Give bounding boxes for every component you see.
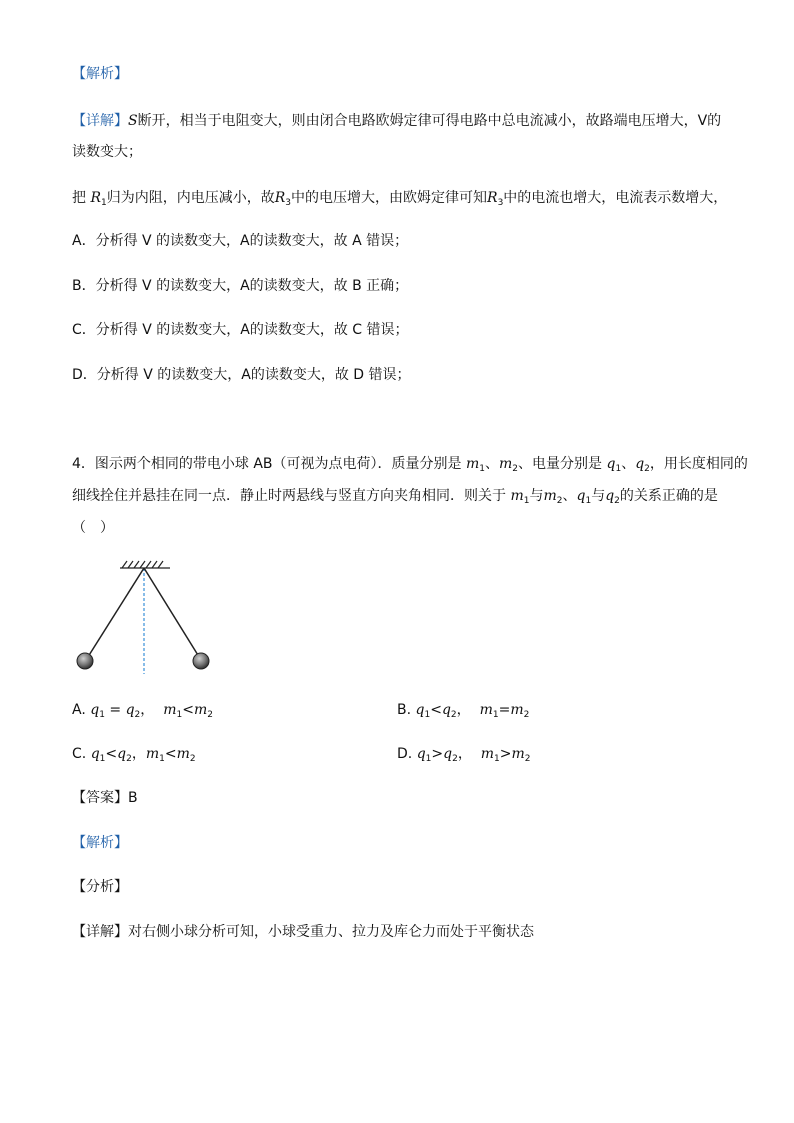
mass-symbol: m bbox=[511, 746, 525, 762]
question-4-blank: （ ） bbox=[72, 520, 114, 536]
text-segment: ，用长度相同的 bbox=[649, 456, 748, 472]
mass-symbol: m bbox=[176, 746, 190, 762]
mass-symbol: m bbox=[480, 746, 495, 762]
charge-symbol: q bbox=[606, 456, 616, 472]
option-b bbox=[397, 700, 529, 720]
option-label: B. bbox=[397, 702, 416, 718]
subscript: 2 bbox=[644, 464, 650, 474]
text-segment: 细线拴住并悬挂在同一点．静止时两悬线与竖直方向夹角相同．则关于 bbox=[72, 488, 511, 504]
relation: < bbox=[430, 702, 442, 718]
subscript: 2 bbox=[189, 754, 196, 764]
option-a bbox=[72, 700, 213, 720]
ceiling-hatch bbox=[120, 561, 170, 568]
detail-paragraph-2 bbox=[72, 922, 534, 942]
relation: = bbox=[498, 702, 511, 718]
mass-symbol: m bbox=[510, 702, 524, 718]
analysis-heading: 【解析】 bbox=[72, 66, 128, 82]
mass-symbol: m bbox=[543, 488, 557, 504]
subscript: 1 bbox=[615, 464, 622, 474]
subscript: 2 bbox=[452, 754, 458, 764]
relation: < bbox=[105, 746, 118, 762]
subscript: 1 bbox=[494, 754, 500, 764]
analysis-option-d: D．分析得 V 的读数变大，A的读数变大，故 D 错误； bbox=[72, 367, 411, 383]
analysis-option-b: B．分析得 V 的读数变大，A的读数变大，故 B 正确； bbox=[72, 278, 409, 294]
option-label: D. bbox=[397, 746, 417, 762]
text-segment: 中的电流也增大，电流表示数增大， bbox=[503, 190, 728, 206]
text-segment: 、 bbox=[621, 456, 636, 472]
separator: ， bbox=[456, 702, 471, 718]
mass-symbol: m bbox=[510, 488, 524, 504]
mass-symbol: m bbox=[163, 702, 177, 718]
mass-symbol: m bbox=[193, 702, 208, 718]
subscript: 1 bbox=[585, 496, 592, 506]
mass-symbol: m bbox=[145, 746, 160, 762]
subscript: 1 bbox=[492, 710, 499, 720]
detail-heading: 【详解】 bbox=[72, 113, 128, 129]
subscript: 2 bbox=[134, 710, 141, 720]
detail-text: 断开，相当于电阻变大，则由闭合电路欧姆定律可得电路中总电流减小，故路端电压增大，V的 bbox=[137, 113, 722, 129]
left-string bbox=[86, 568, 144, 660]
text-segment: 归为内阻，内电压减小，故 bbox=[106, 190, 275, 206]
fenxi-heading: 【分析】 bbox=[72, 879, 128, 895]
subscript: 1 bbox=[425, 754, 432, 764]
subscript: 2 bbox=[450, 710, 457, 720]
analysis-option-a: A．分析得 V 的读数变大，A的读数变大，故 A 错误； bbox=[72, 233, 409, 249]
resistor-symbol: R bbox=[487, 190, 498, 206]
text-segment: 、 bbox=[562, 488, 577, 504]
resistor-paragraph bbox=[72, 188, 727, 208]
detail-paragraph-line1 bbox=[72, 111, 721, 131]
subscript: 1 bbox=[424, 710, 431, 720]
ball-a bbox=[77, 653, 93, 669]
mass-symbol: m bbox=[499, 456, 513, 472]
relation: < bbox=[164, 746, 177, 762]
subscript: 2 bbox=[126, 754, 132, 764]
option-c bbox=[72, 744, 196, 764]
text-segment: 中的电压增大，由欧姆定律可知 bbox=[291, 190, 488, 206]
subscript: 3 bbox=[285, 198, 292, 208]
subscript: 2 bbox=[614, 496, 620, 506]
charge-symbol: q bbox=[90, 746, 100, 762]
option-d bbox=[397, 744, 531, 764]
detail-paragraph-line2: 读数变大； bbox=[72, 144, 142, 160]
text-segment: 的关系正确的是 bbox=[619, 488, 718, 504]
subscript: 2 bbox=[524, 754, 531, 764]
subscript: 2 bbox=[556, 496, 563, 506]
charge-symbol: q bbox=[125, 702, 135, 718]
charge-symbol: q bbox=[415, 702, 425, 718]
relation: = bbox=[104, 702, 126, 718]
relation: < bbox=[182, 702, 194, 718]
charge-symbol: q bbox=[441, 702, 451, 718]
question-4-line2 bbox=[72, 486, 718, 506]
charge-symbol: q bbox=[90, 702, 100, 718]
right-string bbox=[144, 568, 201, 660]
subscript: 1 bbox=[523, 496, 530, 506]
text-segment: 与 bbox=[529, 488, 544, 504]
answer-line: 【答案】B bbox=[72, 790, 138, 806]
analysis-option-c: C．分析得 V 的读数变大，A的读数变大，故 C 错误； bbox=[72, 322, 409, 338]
resistor-symbol: R bbox=[90, 190, 101, 206]
pendulum-diagram bbox=[70, 558, 230, 678]
subscript: 2 bbox=[207, 710, 213, 720]
separator: ， bbox=[140, 702, 155, 718]
resistor-symbol: R bbox=[274, 190, 286, 206]
question-4-line1 bbox=[72, 454, 748, 474]
text-segment: 与 bbox=[591, 488, 606, 504]
charge-symbol: q bbox=[416, 746, 426, 762]
subscript: 1 bbox=[101, 198, 107, 208]
mass-symbol: m bbox=[466, 456, 480, 472]
text-segment: 、 bbox=[485, 456, 500, 472]
option-label: A. bbox=[72, 702, 91, 718]
analysis-heading-2: 【解析】 bbox=[72, 835, 128, 851]
text-segment: 把 bbox=[72, 190, 91, 206]
charge-symbol: q bbox=[117, 746, 127, 762]
subscript: 1 bbox=[159, 754, 165, 764]
ball-b bbox=[193, 653, 209, 669]
subscript: 3 bbox=[497, 198, 504, 208]
charge-symbol: q bbox=[635, 456, 645, 472]
separator: ， bbox=[131, 746, 146, 762]
relation: > bbox=[499, 746, 512, 762]
subscript: 1 bbox=[479, 464, 486, 474]
subscript: 1 bbox=[99, 710, 105, 720]
charge-symbol: q bbox=[576, 488, 586, 504]
separator: ， bbox=[457, 746, 472, 762]
subscript: 1 bbox=[176, 710, 183, 720]
subscript: 2 bbox=[523, 710, 530, 720]
subscript: 2 bbox=[512, 464, 519, 474]
detail-heading: 【详解】 bbox=[72, 924, 128, 940]
detail-text: 对右侧小球分析可知，小球受重力、拉力及库仑力而处于平衡状态 bbox=[128, 924, 534, 940]
charge-symbol: q bbox=[605, 488, 615, 504]
charge-symbol: q bbox=[443, 746, 453, 762]
subscript: 1 bbox=[99, 754, 106, 764]
relation: > bbox=[431, 746, 444, 762]
mass-symbol: m bbox=[479, 702, 493, 718]
option-label: C. bbox=[72, 746, 91, 762]
text-segment: 4．图示两个相同的带电小球 AB（可视为点电荷）．质量分别是 bbox=[72, 456, 466, 472]
switch-symbol: S bbox=[128, 113, 138, 129]
text-segment: 、电量分别是 bbox=[518, 456, 607, 472]
